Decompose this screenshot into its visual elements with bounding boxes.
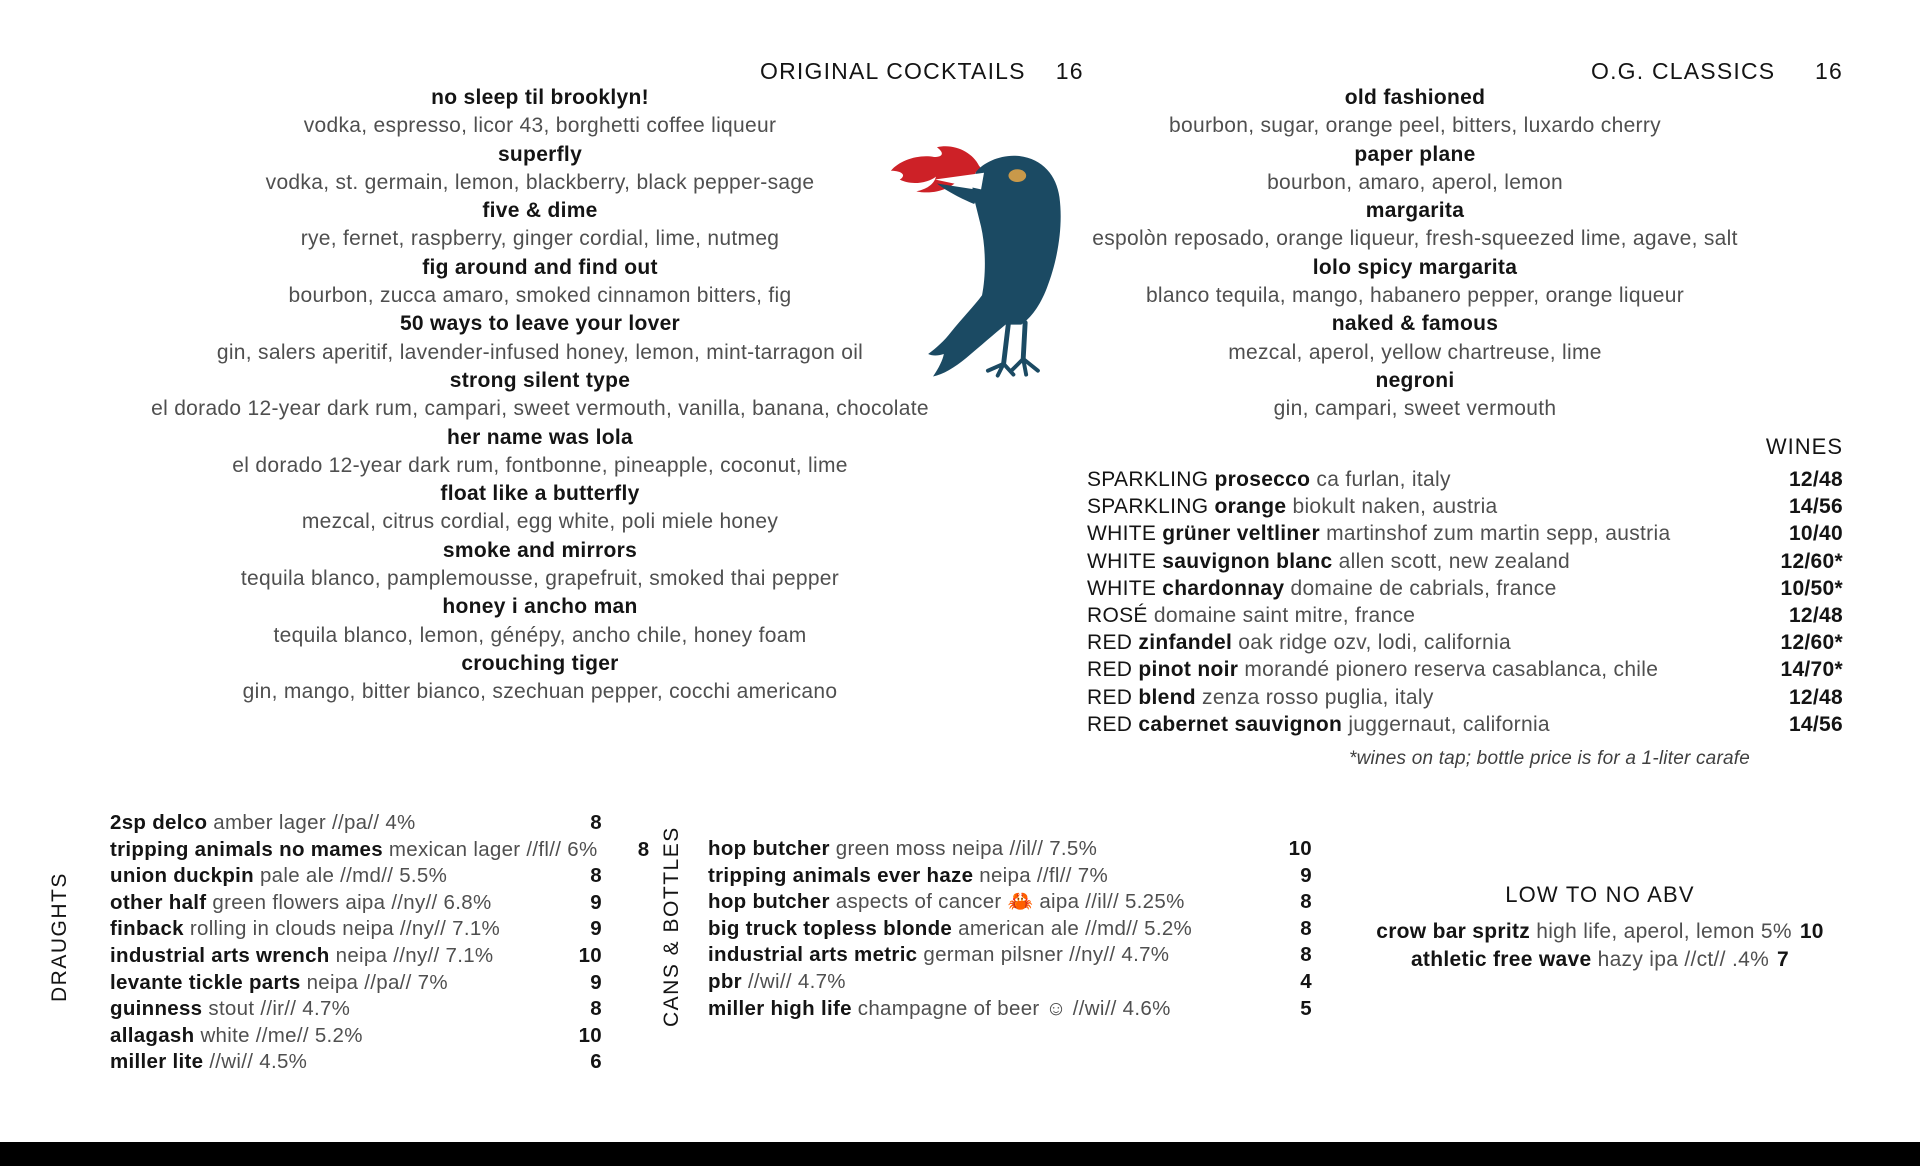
draughts-list: [110, 810, 650, 1076]
cocktail-ingredients: mezcal, aperol, yellow chartreuse, lime: [1228, 340, 1602, 364]
wine-name: blend: [1138, 685, 1196, 709]
cocktail-name: float like a butterfly: [440, 482, 640, 506]
wine-category: RED: [1087, 685, 1133, 709]
beer-row: [708, 916, 1312, 943]
beer-price: 8: [1300, 943, 1312, 967]
wine-category: RED: [1087, 658, 1133, 682]
cocktail-name: five & dime: [482, 199, 598, 223]
original-cocktails-list: [122, 84, 958, 707]
beer-detail: mexican lager //fl// 6%: [388, 837, 598, 861]
cocktail-entry: [1090, 310, 1740, 367]
wine-category: RED: [1087, 631, 1133, 655]
beer-detail: hazy ipa //ct// .4%: [1597, 948, 1770, 971]
beer-name: pbr: [708, 969, 742, 993]
beer-detail: stout //ir// 4.7%: [208, 997, 351, 1021]
beer-name: tripping animals ever haze: [708, 863, 974, 887]
wine-price: 12/60*: [1780, 631, 1843, 655]
low-abv-list: [1340, 918, 1860, 974]
beer-name: finback: [110, 917, 184, 941]
wine-name: prosecco: [1214, 468, 1311, 491]
beer-row: [110, 890, 602, 917]
beer-detail: neipa //pa// 7%: [306, 970, 448, 994]
wine-row: [1087, 493, 1843, 520]
wine-name: sauvignon blanc: [1162, 549, 1333, 573]
beer-detail: green moss neipa //il// 7.5%: [835, 837, 1098, 860]
beer-detail: neipa //fl// 7%: [979, 863, 1108, 887]
wine-price: 14/56: [1788, 495, 1843, 519]
beer-row: [110, 996, 602, 1023]
beer-name: hop butcher: [708, 890, 830, 914]
beer-row: [708, 863, 1312, 890]
wine-detail: allen scott, new zealand: [1338, 549, 1570, 573]
beer-detail: champagne of beer ☺ //wi// 4.6%: [857, 996, 1171, 1020]
beer-row: [110, 916, 602, 943]
cocktail-entry: [122, 367, 958, 424]
original-cocktails-price: 16: [1055, 58, 1084, 84]
wine-row: [1087, 466, 1843, 493]
crow-feet: [988, 359, 1038, 376]
beer-price: 10: [578, 943, 602, 967]
wine-price: 12/60*: [1780, 549, 1843, 573]
beer-detail: german pilsner //ny// 4.7%: [923, 943, 1170, 967]
low-abv-header: LOW TO NO ABV: [1505, 882, 1695, 907]
original-cocktails-header: [760, 58, 1084, 85]
wine-category: WHITE: [1087, 549, 1157, 573]
cocktail-entry: [122, 141, 958, 198]
beer-detail: neipa //ny// 7.1%: [335, 943, 494, 967]
wine-price: 10/50*: [1780, 576, 1843, 600]
wine-row: [1087, 548, 1843, 575]
cocktail-entry: [122, 84, 958, 141]
wine-category: RED: [1087, 712, 1133, 736]
beer-row: [708, 889, 1312, 916]
beer-price: 6: [590, 1050, 602, 1074]
beer-price: 10: [578, 1023, 602, 1047]
beer-price: 9: [590, 890, 602, 914]
og-classics-header: [1591, 58, 1843, 85]
wines-list: [1087, 466, 1843, 738]
wine-row: [1087, 684, 1843, 711]
cocktail-entry: [122, 650, 958, 707]
wine-price: 10/40: [1788, 522, 1843, 546]
wine-row: [1087, 575, 1843, 602]
beer-name: miller high life: [708, 996, 852, 1020]
low-abv-row: [1340, 918, 1860, 946]
wine-row: [1087, 602, 1843, 629]
cocktail-entry: [122, 537, 958, 594]
wines-footnote: *wines on tap; bottle price is for a 1-liter carafe: [1349, 748, 1750, 769]
beer-row: [708, 969, 1312, 996]
wine-name: pinot noir: [1138, 658, 1239, 682]
cocktail-entry: [1090, 84, 1740, 141]
cocktail-entry: [122, 254, 958, 311]
beer-row: [708, 996, 1312, 1023]
beer-row: [708, 942, 1312, 969]
wine-price: 14/56: [1788, 712, 1843, 736]
wine-detail: domaine de cabrials, france: [1290, 576, 1557, 600]
beer-name: union duckpin: [110, 864, 254, 888]
beer-row: [110, 837, 650, 864]
beer-name: levante tickle parts: [110, 970, 301, 994]
cocktail-name: old fashioned: [1344, 86, 1486, 109]
cocktail-entry: [1090, 254, 1740, 311]
cocktail-name: honey i ancho man: [442, 595, 638, 619]
beer-name: crow bar spritz: [1376, 920, 1531, 943]
wine-category: WHITE: [1087, 576, 1157, 600]
cocktail-name: fig around and find out: [422, 255, 658, 279]
beer-name: allagash: [110, 1023, 195, 1047]
beer-row: [110, 863, 602, 890]
og-classics-price: 16: [1815, 58, 1843, 84]
wine-price: 12/48: [1788, 685, 1843, 709]
cocktail-ingredients: rye, fernet, raspberry, ginger cordial, lime, nutmeg: [300, 227, 780, 251]
wine-detail: biokult naken, austria: [1292, 495, 1498, 519]
wine-detail: juggernaut, california: [1348, 712, 1550, 736]
wines-header: WINES: [1765, 434, 1843, 459]
cocktail-name: paper plane: [1354, 142, 1476, 166]
beer-row: [110, 810, 602, 837]
beer-price: 10: [1799, 920, 1824, 943]
wine-name: grüner veltliner: [1162, 522, 1320, 546]
beer-detail: pale ale //md// 5.5%: [259, 864, 448, 888]
wine-detail: martinshof zum martin sepp, austria: [1326, 522, 1671, 546]
wine-category: WHITE: [1087, 522, 1157, 546]
low-abv-row: [1340, 946, 1860, 974]
cocktail-entry: [1090, 197, 1740, 254]
wine-detail: ca furlan, italy: [1316, 468, 1451, 491]
cans-bottles-section-label: CANS & BOTTLES: [660, 826, 683, 1027]
wine-price: 14/70*: [1780, 658, 1843, 682]
cocktail-ingredients: vodka, espresso, licor 43, borghetti coffee liqueur: [303, 114, 777, 138]
wine-name: zinfandel: [1138, 631, 1233, 655]
og-classics-list: [1090, 84, 1740, 424]
wine-category: ROSÉ: [1087, 604, 1148, 628]
cocktail-name: crouching tiger: [461, 651, 619, 675]
beer-price: 9: [590, 917, 602, 941]
cocktail-name: superfly: [497, 142, 583, 166]
cocktail-entry: [122, 197, 958, 254]
wine-category: SPARKLING: [1087, 468, 1209, 491]
cocktail-entry: [122, 480, 958, 537]
crow-eye: [1009, 169, 1027, 182]
cocktail-ingredients: mezcal, citrus cordial, egg white, poli miele honey: [301, 510, 779, 534]
cocktail-name: strong silent type: [449, 368, 631, 392]
cocktail-ingredients: blanco tequila, mango, habanero pepper, orange liqueur: [1145, 284, 1685, 308]
beer-detail: //wi// 4.5%: [209, 1050, 308, 1074]
beer-row: [110, 1049, 602, 1076]
beer-detail: high life, aperol, lemon 5%: [1536, 920, 1792, 943]
wine-category: SPARKLING: [1087, 495, 1209, 519]
cocktail-ingredients: vodka, st. germain, lemon, blackberry, black pepper-sage: [265, 170, 815, 194]
beer-name: other half: [110, 890, 207, 914]
beer-name: miller lite: [110, 1050, 204, 1074]
beer-price: 8: [637, 837, 650, 861]
wine-detail: zenza rosso puglia, italy: [1202, 685, 1434, 709]
cocktail-entry: [1090, 367, 1740, 424]
beer-price: 4: [1300, 969, 1312, 993]
beer-price: 9: [1300, 863, 1312, 887]
cocktail-name: her name was lola: [446, 425, 633, 449]
wine-row: [1087, 520, 1843, 547]
beer-price: 8: [590, 864, 602, 888]
cocktail-ingredients: gin, campari, sweet vermouth: [1273, 397, 1557, 421]
cocktail-name: naked & famous: [1331, 312, 1499, 336]
cocktail-entry: [122, 593, 958, 650]
cocktail-entry: [122, 310, 958, 367]
cocktail-ingredients: el dorado 12-year dark rum, fontbonne, pineapple, coconut, lime: [232, 453, 848, 477]
cocktail-entry: [122, 424, 958, 481]
beer-price: 10: [1288, 837, 1312, 860]
beer-detail: amber lager //pa// 4%: [213, 811, 416, 834]
cocktail-ingredients: el dorado 12-year dark rum, campari, sweet vermouth, vanilla, banana, chocolate: [151, 397, 929, 421]
draughts-section-label: DRAUGHTS: [48, 872, 71, 1002]
wine-price: 12/48: [1788, 604, 1843, 628]
beer-detail: rolling in clouds neipa //ny// 7.1%: [189, 917, 501, 941]
beer-name: guinness: [110, 997, 203, 1021]
beer-price: 7: [1777, 948, 1790, 971]
wine-detail: domaine saint mitre, france: [1153, 604, 1416, 628]
beer-detail: //wi// 4.7%: [747, 969, 846, 993]
wine-detail: morandé pionero reserva casablanca, chile: [1244, 658, 1659, 682]
cocktail-ingredients: bourbon, zucca amaro, smoked cinnamon bitters, fig: [288, 284, 792, 308]
bottom-black-bar: [0, 1142, 1920, 1166]
beer-price: 8: [590, 811, 602, 834]
wine-row: [1087, 656, 1843, 683]
beer-name: hop butcher: [708, 837, 830, 860]
original-cocktails-title: ORIGINAL COCKTAILS: [760, 58, 1026, 84]
beer-name: 2sp delco: [110, 811, 208, 834]
cocktail-name: 50 ways to leave your lover: [399, 312, 681, 336]
cocktail-ingredients: espolòn reposado, orange liqueur, fresh-squeezed lime, agave, salt: [1092, 227, 1738, 251]
cocktail-ingredients: bourbon, sugar, orange peel, bitters, luxardo cherry: [1169, 114, 1661, 138]
cocktail-name: smoke and mirrors: [442, 538, 638, 562]
cocktail-entry: [1090, 141, 1740, 198]
beer-price: 9: [590, 970, 602, 994]
beer-detail: aspects of cancer 🦀 aipa //il// 5.25%: [835, 890, 1185, 914]
cocktail-ingredients: tequila blanco, pamplemousse, grapefruit, smoked thai pepper: [240, 567, 840, 591]
cocktail-name: lolo spicy margarita: [1312, 255, 1518, 279]
beer-price: 8: [1300, 916, 1312, 940]
cocktail-name: negroni: [1375, 368, 1455, 392]
beer-row: [110, 943, 602, 970]
cans-bottles-list: [708, 836, 1312, 1022]
beer-price: 8: [590, 997, 602, 1021]
og-classics-title: O.G. CLASSICS: [1591, 58, 1776, 84]
beer-name: athletic free wave: [1410, 948, 1592, 971]
beer-detail: american ale //md// 5.2%: [958, 916, 1193, 940]
wine-name: cabernet sauvignon: [1138, 712, 1343, 736]
cocktail-ingredients: bourbon, amaro, aperol, lemon: [1267, 170, 1563, 194]
beer-row: [708, 836, 1312, 863]
cocktail-name: margarita: [1365, 199, 1465, 223]
beer-name: industrial arts wrench: [110, 943, 330, 967]
beer-name: big truck topless blonde: [708, 916, 953, 940]
beer-name: tripping animals no mames: [110, 837, 383, 861]
beer-price: 5: [1300, 996, 1312, 1020]
beer-detail: white //me// 5.2%: [200, 1023, 363, 1047]
beer-price: 8: [1300, 890, 1312, 914]
wine-name: chardonnay: [1162, 576, 1285, 600]
wine-name: orange: [1214, 495, 1287, 519]
wine-row: [1087, 711, 1843, 738]
cocktail-ingredients: gin, mango, bitter bianco, szechuan pepper, cocchi americano: [242, 680, 838, 704]
beer-name: industrial arts metric: [708, 943, 918, 967]
wine-price: 12/48: [1788, 468, 1843, 491]
beer-row: [110, 970, 602, 997]
beer-detail: green flowers aipa //ny// 6.8%: [212, 890, 492, 914]
beer-row: [110, 1023, 602, 1050]
wine-detail: oak ridge ozv, lodi, california: [1238, 631, 1511, 655]
cocktail-ingredients: gin, salers aperitif, lavender-infused honey, lemon, mint-tarragon oil: [216, 340, 864, 364]
cocktail-name: no sleep til brooklyn!: [431, 86, 649, 109]
wine-row: [1087, 629, 1843, 656]
cocktail-ingredients: tequila blanco, lemon, génépy, ancho chile, honey foam: [273, 623, 807, 647]
